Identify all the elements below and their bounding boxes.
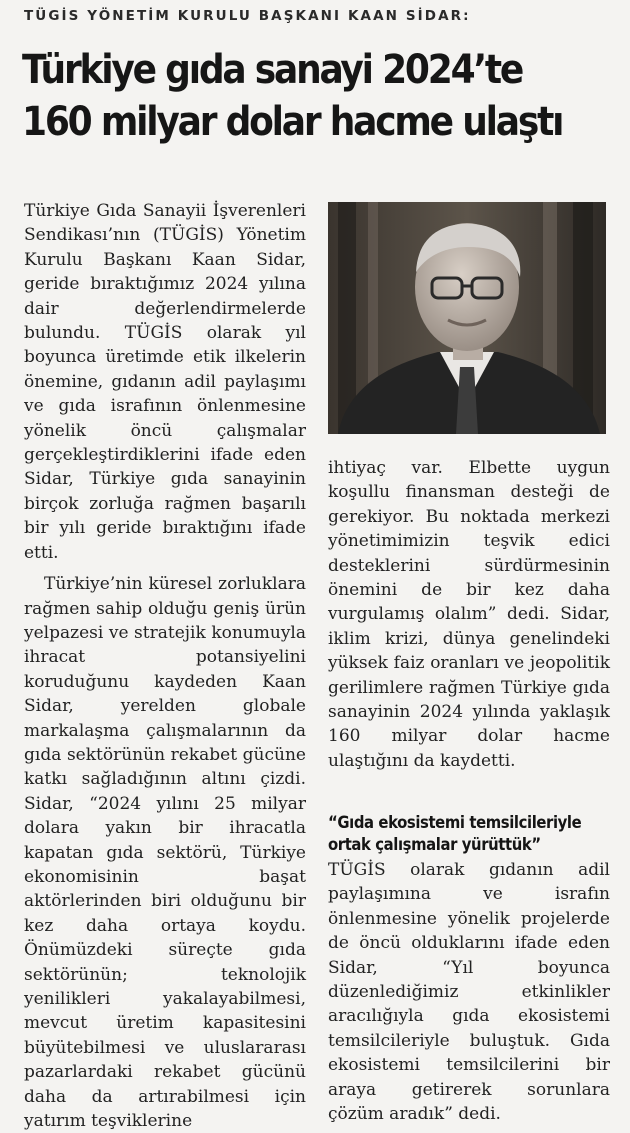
- paragraph-1: Türkiye Gıda Sanayii İşverenleri Sendikası’nın (TÜGİS) Yönetim Kurulu Başkanı Kaan Sidar, geride bıraktığımız 2024 yılına dair değerlendirmelerde bulundu. TÜGİS olarak yıl boyunca üretimde etik ilkelerin önemine, gıdanın adil paylaşımı ve gıda israfının önlenmesine yönelik öncü çalışmalar gerçekleştirdiklerini ifade eden Sidar, Türkiye gıda sanayinin birçok zorluğa rağmen başarılı bir yılı geride bıraktığını ifade etti.: [24, 201, 306, 563]
- column-2: [328, 456, 610, 773]
- headline: [22, 44, 622, 148]
- subheading: “Gıda ekosistemi temsilcileriyle ortak çalışmalar yürüttük”: [328, 813, 582, 854]
- paragraph-3: ihtiyaç var. Elbette uygun koşullu finansman desteği de gerekiyor. Bu noktada merkezi yönetimimizin teşvik edici desteklerini sürdürmesinin önemini de bir kez daha vurgulamış olalım” dedi. Sidar, iklim krizi, dünya genelindeki yüksek faiz oranları ve jeopolitik gerilimlere rağmen Türkiye gıda sanayinin 2024 yılında yaklaşık 160 milyar dolar hacme ulaştığını da kaydetti.: [328, 458, 610, 771]
- paragraph-2: Türkiye’nin küresel zorluklara rağmen sahip olduğu geniş ürün yelpazesi ve stratejik konumuyla ihracat potansiyelini koruduğunu kaydeden Kaan Sidar, yerelden globale markalaşma çalışmalarının da gıda sektörünün rekabet gücüne katkı sağladığının altını çizdi. Sidar, “2024 yılını 25 milyar dolara yakın bir ihracatla kapatan gıda sektörü, Türkiye ekonomisinin başat aktörlerinden biri olduğunu bir kez daha ortaya koydu. Önümüzdeki süreçte gıda sektörünün; teknolojik yenilikleri yakalayabilmesi, mevcut üretim kapasitesini büyütebilmesi ve uluslararası pazarlardaki rekabet gücünü daha da artırabilmesi için yatırım teşviklerine: [24, 574, 306, 1132]
- portrait-photo: [328, 202, 606, 434]
- column-3: [328, 858, 610, 1126]
- headline-line-2: 160 milyar dolar hacme ulaştı: [22, 99, 563, 145]
- kicker: TÜGİS YÖNETİM KURULU BAŞKANI KAAN SİDAR:: [24, 8, 471, 24]
- headline-line-1: Türkiye gıda sanayi 2024’te: [22, 47, 523, 93]
- column-1: [24, 199, 306, 1133]
- paragraph-4: TÜGİS olarak gıdanın adil paylaşımına ve israfın önlenmesine yönelik projelerde de öncü olduklarını ifade eden Sidar, “Yıl boyunca düzenlediğimiz etkinlikler aracılığıyla gıda ekosistemi temsilcileriyle buluştuk. Gıda ekosistemi temsilcilerini bir araya getirerek sorunlara çözüm aradık” dedi.: [328, 860, 610, 1125]
